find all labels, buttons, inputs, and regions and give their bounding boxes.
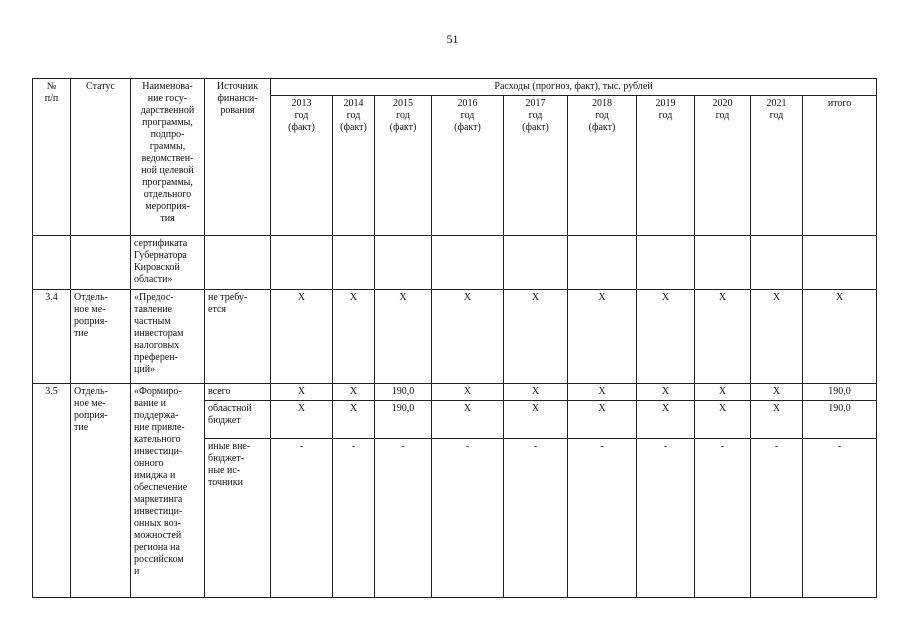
header-row (33, 79, 877, 96)
cell-empty (71, 236, 131, 290)
cell-value-total: 190,0 (803, 384, 877, 401)
cell-value-2019: X (637, 384, 695, 401)
cell-value-2018: - (568, 439, 637, 598)
cell-empty (33, 236, 71, 290)
cell-num: 3.4 (33, 290, 71, 384)
cell-value-2020: X (695, 290, 751, 384)
cell-value-2019: X (637, 290, 695, 384)
cell-value-2016: X (432, 384, 504, 401)
cell-value-2015: X (375, 290, 432, 384)
header-year-2015: 2015 год (факт) (375, 96, 432, 236)
cell-empty (271, 236, 333, 290)
header-total: итого (803, 96, 877, 236)
cell-empty (695, 236, 751, 290)
cell-value-2014: X (333, 401, 375, 439)
cell-value-2018: X (568, 384, 637, 401)
cell-empty (751, 236, 803, 290)
cell-empty (568, 236, 637, 290)
header-status: Статус (71, 79, 131, 236)
header-expenses: Расходы (прогноз, факт), тыс. рублей (271, 79, 877, 96)
cell-value-2016: X (432, 290, 504, 384)
cell-empty (637, 236, 695, 290)
cell-value-2017: X (504, 290, 568, 384)
cell-value-2021: X (751, 290, 803, 384)
cell-status: Отдель- ное ме- роприя- тие (71, 384, 131, 598)
cell-value-2017: - (504, 439, 568, 598)
cell-value-2019: X (637, 401, 695, 439)
cell-value-total: 190,0 (803, 401, 877, 439)
cell-value-2015: 190,0 (375, 401, 432, 439)
header-year-2014: 2014 год (факт) (333, 96, 375, 236)
cell-value-2013: X (271, 290, 333, 384)
cell-value-2014: - (333, 439, 375, 598)
cell-status: Отдель- ное ме- роприя- тие (71, 290, 131, 384)
table-row-3-4 (33, 290, 877, 384)
table-row-continuation (33, 236, 877, 290)
cell-value-2020: X (695, 401, 751, 439)
cell-value-total: X (803, 290, 877, 384)
header-year-2020: 2020 год (695, 96, 751, 236)
cell-value-2016: - (432, 439, 504, 598)
cell-value-2015: 190,0 (375, 384, 432, 401)
cell-empty (375, 236, 432, 290)
cell-value-2017: X (504, 384, 568, 401)
budget-table (32, 78, 877, 598)
cell-name: «Предос- тавление частным инвесторам налоговых преферен- ций» (131, 290, 205, 384)
cell-value-2020: X (695, 384, 751, 401)
header-year-2019: 2019 год (637, 96, 695, 236)
header-year-2021: 2021 год (751, 96, 803, 236)
cell-value-2013: X (271, 401, 333, 439)
header-name: Наименова- ние госу- дарственной программы, подпро- граммы, ведомствен- ной целевой программы, отдельного мероприя- тия (131, 79, 205, 236)
cell-value-2020: - (695, 439, 751, 598)
cell-num: 3.5 (33, 384, 71, 598)
cell-value-2014: X (333, 290, 375, 384)
cell-value-2018: X (568, 290, 637, 384)
header-year-2013: 2013 год (факт) (271, 96, 333, 236)
cell-empty (504, 236, 568, 290)
header-year-2017: 2017 год (факт) (504, 96, 568, 236)
cell-value-2013: X (271, 384, 333, 401)
cell-source: не требу- ется (205, 290, 271, 384)
cell-value-2016: X (432, 401, 504, 439)
cell-source: областной бюджет (205, 401, 271, 439)
cell-name-continuation: сертификата Губернатора Кировской области» (131, 236, 205, 290)
cell-value-2015: - (375, 439, 432, 598)
cell-value-total: - (803, 439, 877, 598)
cell-value-2013: - (271, 439, 333, 598)
table-row-3-5-total (33, 384, 877, 401)
cell-value-2021: X (751, 384, 803, 401)
cell-source: всего (205, 384, 271, 401)
header-year-2018: 2018 год (факт) (568, 96, 637, 236)
header-source: Источник финанси- рования (205, 79, 271, 236)
cell-value-2017: X (504, 401, 568, 439)
cell-empty (333, 236, 375, 290)
cell-source: иные вне- бюджет- ные ис- точники (205, 439, 271, 598)
cell-value-2021: - (751, 439, 803, 598)
cell-value-2014: X (333, 384, 375, 401)
page-number: 51 (446, 32, 459, 46)
cell-value-2018: X (568, 401, 637, 439)
header-num: № п/п (33, 79, 71, 236)
cell-empty (432, 236, 504, 290)
cell-value-2019: - (637, 439, 695, 598)
cell-value-2021: X (751, 401, 803, 439)
cell-empty (205, 236, 271, 290)
cell-empty (803, 236, 877, 290)
header-year-2016: 2016 год (факт) (432, 96, 504, 236)
cell-name: «Формиро- вание и поддержа- ние привле- кательного инвестици- онного имиджа и обеспечение маркетинга инвестици- онных воз- можностей региона на российском и (131, 384, 205, 598)
